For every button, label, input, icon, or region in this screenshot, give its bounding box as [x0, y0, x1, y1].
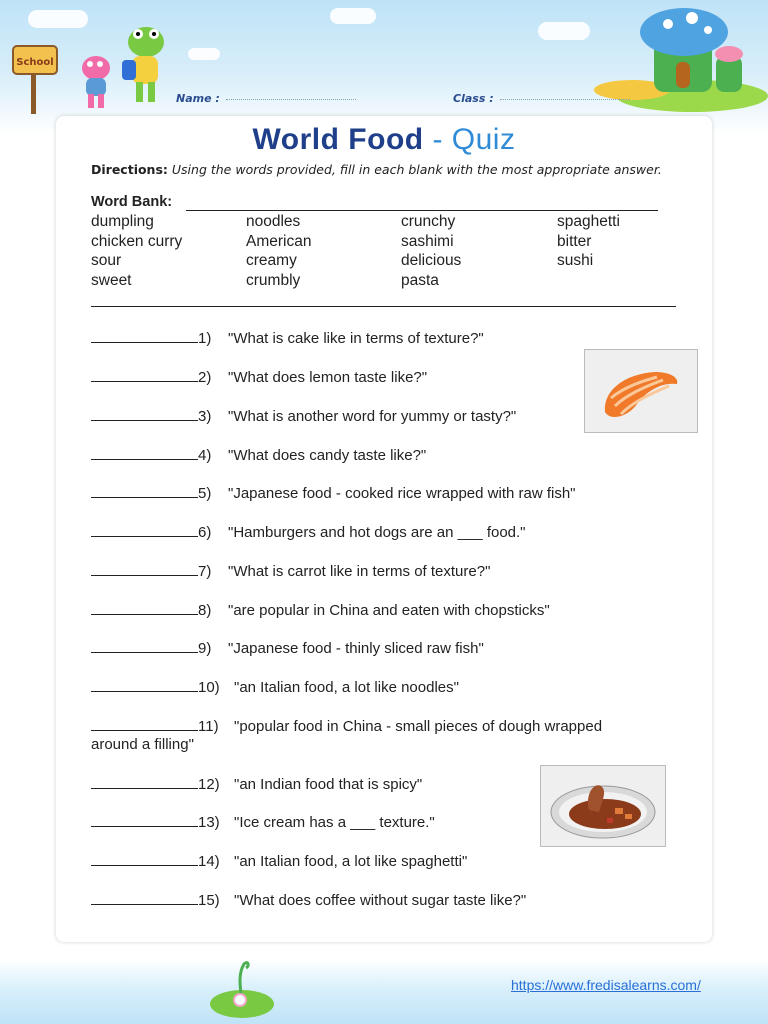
question-item — [91, 812, 435, 831]
directions-label: Directions: — [91, 162, 168, 177]
chicken-curry-picture — [540, 765, 666, 847]
answer-blank[interactable] — [91, 561, 198, 576]
question-item — [91, 522, 526, 541]
word-bank-label: Word Bank: — [91, 194, 173, 210]
question-item — [91, 851, 467, 870]
question-number: 5) — [198, 485, 212, 502]
question-text: "What is cake like in terms of texture?" — [228, 330, 484, 347]
question-text: "are popular in China and eaten with chopsticks" — [228, 602, 550, 619]
lily-pad-icon — [204, 958, 280, 1020]
question-number: 10) — [198, 679, 220, 696]
answer-blank[interactable] — [91, 522, 198, 537]
question-number: 12) — [198, 776, 220, 793]
title-dash: - — [423, 123, 452, 156]
directions-text: Using the words provided, fill in each blank with the most appropriate answer. — [171, 162, 662, 177]
question-text: "an Italian food, a lot like spaghetti" — [234, 853, 468, 870]
website-link[interactable]: https://www.fredisalearns.com/ — [511, 977, 701, 993]
word-bank-divider-top — [186, 210, 658, 211]
answer-blank[interactable] — [91, 812, 198, 827]
word-bank-word: sushi — [557, 252, 594, 269]
page-title — [0, 122, 768, 157]
question-text: "What is carrot like in terms of texture?" — [228, 563, 491, 580]
word-bank-word: sour — [91, 252, 122, 269]
question-text: "What does coffee without sugar taste like?" — [234, 892, 527, 909]
question-text: "Japanese food - cooked rice wrapped with raw fish" — [228, 485, 576, 502]
question-text: "Ice cream has a ___ texture." — [234, 814, 435, 831]
cloud-icon — [330, 8, 376, 24]
school-sign-text: School — [16, 57, 54, 68]
question-number: 1) — [198, 330, 212, 347]
word-bank-word — [557, 271, 707, 291]
word-bank-word: spaghetti — [557, 213, 620, 230]
question-number: 6) — [198, 524, 212, 541]
question-item — [91, 716, 602, 735]
salmon-sashimi-picture — [584, 349, 698, 433]
question-text: "an Italian food, a lot like noodles" — [234, 679, 459, 696]
word-bank-word: sweet — [91, 271, 132, 289]
question-number: 3) — [198, 408, 212, 425]
question-item — [91, 561, 490, 580]
answer-blank[interactable] — [91, 638, 198, 653]
question-item — [91, 890, 526, 909]
answer-blank[interactable] — [91, 328, 198, 343]
question-continuation: around a filling" — [91, 736, 194, 753]
question-text: "an Indian food that is spicy" — [234, 776, 423, 793]
question-number: 15) — [198, 892, 220, 909]
cloud-icon — [188, 48, 220, 60]
question-number: 4) — [198, 447, 212, 464]
name-blank[interactable] — [226, 99, 356, 100]
question-number: 13) — [198, 814, 220, 831]
title-main: World Food — [252, 123, 424, 156]
answer-blank[interactable] — [91, 890, 198, 905]
question-item — [91, 445, 426, 464]
name-field[interactable] — [176, 92, 356, 105]
question-item — [91, 367, 427, 386]
name-label: Name : — [176, 92, 220, 105]
word-bank-divider-bottom — [91, 306, 676, 307]
word-bank-word: American — [246, 232, 312, 250]
answer-blank[interactable] — [91, 851, 198, 866]
question-item — [91, 600, 550, 619]
answer-blank[interactable] — [91, 677, 198, 692]
chicken-curry-icon — [541, 766, 665, 846]
question-text: "What does candy taste like?" — [228, 447, 427, 464]
question-item — [91, 774, 422, 793]
question-number: 14) — [198, 853, 220, 870]
word-bank-word: sashimi — [401, 232, 454, 250]
answer-blank[interactable] — [91, 716, 198, 731]
children-characters-icon — [74, 22, 174, 114]
word-bank-grid — [91, 212, 711, 290]
answer-blank[interactable] — [91, 600, 198, 615]
school-sign-icon — [10, 40, 60, 116]
cloud-icon — [538, 22, 590, 40]
answer-blank[interactable] — [91, 445, 198, 460]
class-blank[interactable] — [500, 99, 630, 100]
question-text: "Hamburgers and hot dogs are an ___ food." — [228, 524, 526, 541]
word-bank-word: creamy — [246, 252, 297, 269]
directions — [91, 162, 711, 177]
question-item — [91, 328, 484, 347]
word-bank-word: pasta — [401, 271, 439, 289]
class-label: Class : — [453, 92, 494, 105]
question-item — [91, 677, 459, 696]
class-field[interactable] — [453, 92, 630, 105]
word-bank-word: crumbly — [246, 271, 301, 289]
question-item — [91, 638, 484, 657]
question-number: 8) — [198, 602, 212, 619]
question-number: 9) — [198, 640, 212, 657]
question-text: "popular food in China - small pieces of dough wrapped — [234, 718, 603, 735]
word-bank-word: bitter — [557, 232, 592, 250]
salmon-sashimi-icon — [585, 350, 697, 432]
word-bank-word: crunchy — [401, 213, 456, 230]
question-number: 7) — [198, 563, 212, 580]
question-number: 2) — [198, 369, 212, 386]
question-text: "What is another word for yummy or tasty?" — [228, 408, 517, 425]
word-bank-word: noodles — [246, 213, 301, 230]
title-sub: Quiz — [451, 123, 516, 156]
question-item — [91, 406, 516, 425]
question-item — [91, 483, 576, 502]
question-text: "What does lemon taste like?" — [228, 369, 428, 386]
question-text: "Japanese food - thinly sliced raw fish" — [228, 640, 484, 657]
answer-blank[interactable] — [91, 367, 198, 382]
question-number: 11) — [198, 718, 219, 735]
word-bank-word: delicious — [401, 252, 462, 269]
word-bank-word: chicken curry — [91, 232, 183, 250]
answer-blank[interactable] — [91, 774, 198, 789]
answer-blank[interactable] — [91, 483, 198, 498]
word-bank-word: dumpling — [91, 213, 154, 230]
answer-blank[interactable] — [91, 406, 198, 421]
